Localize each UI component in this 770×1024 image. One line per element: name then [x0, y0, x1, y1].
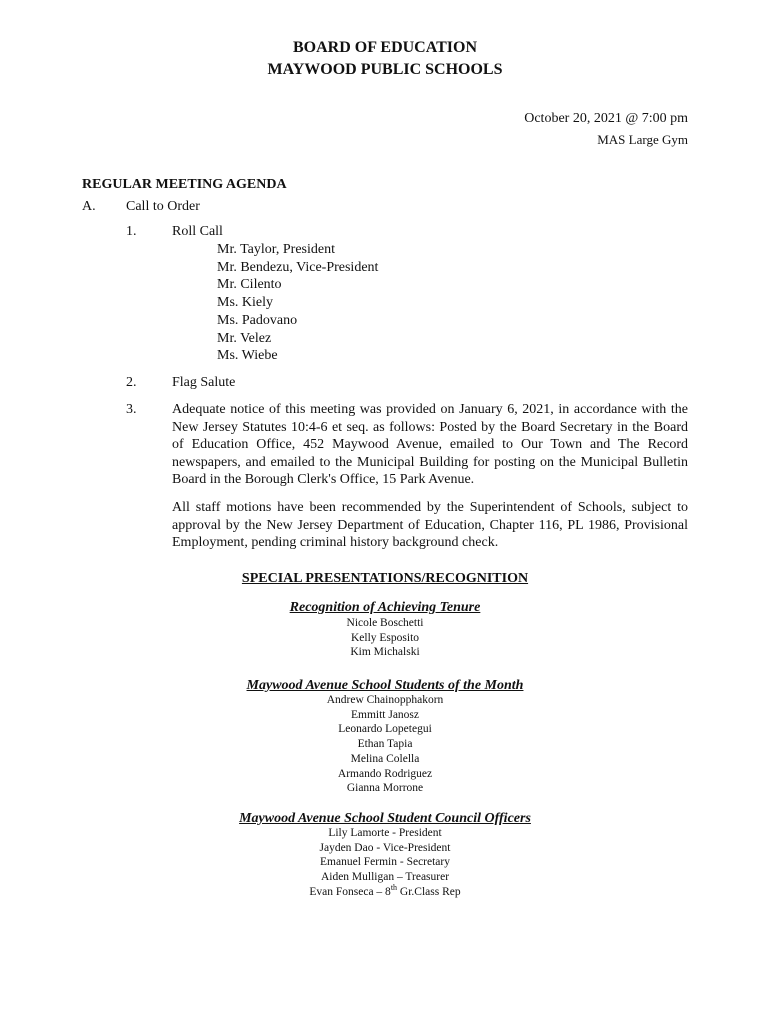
students-of-month-heading: Maywood Avenue School Students of the Month: [246, 678, 524, 693]
list-item: Emanuel Fermin - Secretary: [320, 856, 450, 869]
section-a-letter: A.: [82, 199, 96, 214]
board-member: Mr. Taylor, President: [217, 242, 335, 257]
student-council-heading: Maywood Avenue School Student Council Officers: [239, 811, 531, 826]
class-rep-name: Evan Fonseca – 8: [309, 885, 391, 898]
list-item: Leonardo Lopetegui: [338, 723, 432, 736]
tenure-heading: Recognition of Achieving Tenure: [289, 600, 481, 615]
list-item: Kelly Esposito: [350, 631, 420, 644]
board-title: BOARD OF EDUCATION: [292, 39, 477, 56]
item-2-number: 2.: [126, 375, 137, 390]
ordinal-suffix: th: [390, 882, 398, 892]
board-member: Mr. Velez: [217, 330, 272, 346]
list-item: Gianna Morrone: [346, 782, 424, 795]
list-item: Ethan Tapia: [357, 738, 413, 751]
council-name-list: [0, 826, 770, 900]
board-member: Ms. Kiely: [217, 295, 273, 311]
item-1-number: 1.: [126, 224, 137, 239]
item-2-title: Flag Salute: [172, 375, 236, 390]
staff-motions-paragraph: All staff motions have been recommended by the Superintendent of Schools, subject to approval by the New Jersey Department of Education, Chapter 116, PL 1986, Provisional Employment, pending criminal history background check.: [172, 500, 688, 550]
list-item: Melina Colella: [350, 752, 420, 765]
list-item: [0, 882, 770, 900]
item-1-title: Roll Call: [172, 224, 223, 239]
students-name-list: [0, 693, 770, 796]
board-member: Mr. Cilento: [217, 277, 282, 293]
list-item: Aiden Mulligan – Treasurer: [320, 871, 450, 884]
list-item: Emmitt Janosz: [350, 708, 420, 721]
list-item: Armando Rodriguez: [337, 767, 433, 780]
presentations-heading: SPECIAL PRESENTATIONS/RECOGNITION: [241, 571, 529, 586]
meeting-date-time: October 20, 2021 @ 7:00 pm: [524, 111, 688, 126]
board-member: Ms. Padovano: [217, 312, 298, 328]
board-member-list: [217, 241, 378, 365]
list-item: Kim Michalski: [350, 646, 420, 659]
list-item: Lily Lamorte - President: [328, 827, 442, 839]
meeting-location: MAS Large Gym: [597, 132, 688, 147]
board-member: Ms. Wiebe: [217, 348, 278, 364]
agenda-heading: REGULAR MEETING AGENDA: [82, 177, 287, 192]
section-a-title: Call to Order: [126, 199, 200, 214]
class-rep-role: Gr.Class Rep: [397, 885, 461, 898]
tenure-name-list: [0, 616, 770, 660]
list-item: Andrew Chainopphakorn: [326, 694, 444, 706]
list-item: Nicole Boschetti: [346, 617, 424, 629]
board-member: Mr. Bendezu, Vice-President: [217, 259, 379, 275]
list-item: Jayden Dao - Vice-President: [319, 841, 451, 854]
notice-paragraph: Adequate notice of this meeting was provided on January 6, 2021, in accordance with the New Jersey Statutes 10:4-6 et seq. as follows: Posted by the Board Secretary in the Board of Education Office, 452 Maywood Avenue, emailed to Our Town and The Record newspapers, and emailed to the Municipal Building for posting on the Municipal Bulletin Board in the Borough Clerk's Office, 15 Park Avenue.: [172, 402, 688, 487]
district-title: MAYWOOD PUBLIC SCHOOLS: [267, 61, 503, 78]
item-3-number: 3.: [126, 402, 137, 417]
